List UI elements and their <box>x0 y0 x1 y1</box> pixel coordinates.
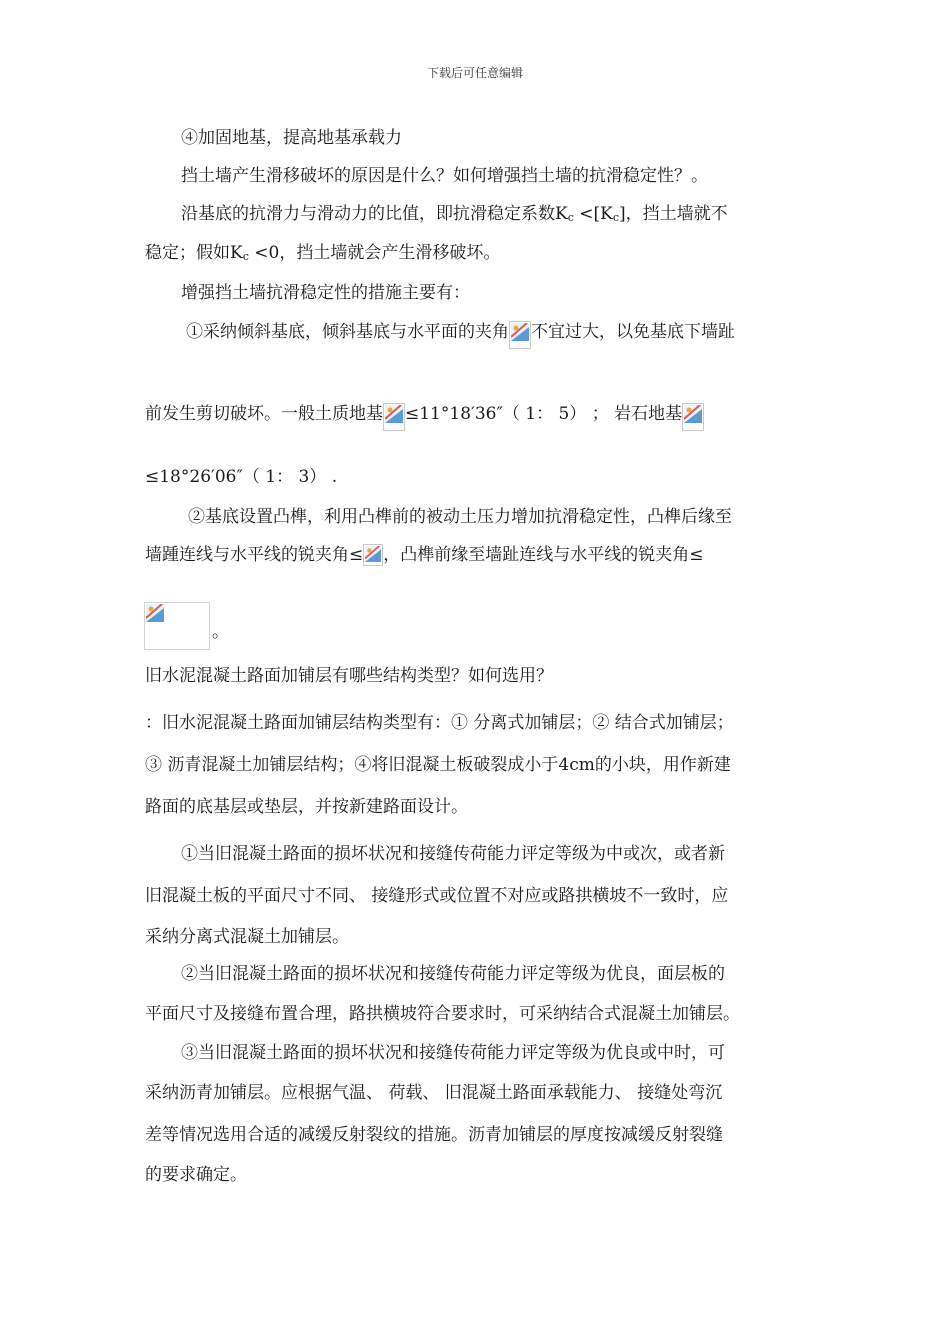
question-line: 挡土墙产生滑移破坏的原因是什么？如何增强挡土墙的抗滑稳定性？。 <box>181 166 708 186</box>
broken-image-icon <box>144 602 210 650</box>
text-line: 旧混凝土板的平面尺寸不同、 接缝形式或位置不对应或路拱横坡不一致时，应 <box>145 886 729 906</box>
text-line: 沿基底的抗滑力与滑动力的比值，即抗滑稳定系数Kc <[Kc]，挡土墙就不 <box>181 204 728 224</box>
text-line: 差等情况选用合适的减缓反射裂纹的措施。沥青加铺层的厚度按减缓反射裂缝 <box>145 1125 723 1145</box>
text-line: ③ 沥青混凝土加铺层结构；④将旧混凝土板破裂成小于4cm的小块，用作新建 <box>145 755 731 775</box>
text-line: 采纳沥青加铺层。应根据气温、 荷载、 旧混凝土路面承载能力、 接缝处弯沉 <box>145 1083 723 1103</box>
question-line: 旧水泥混凝土路面加铺层有哪些结构类型？如何选用？ <box>145 666 553 686</box>
broken-image-icon <box>509 321 531 349</box>
text-line: 前发生剪切破坏。一般土质地基 ≤11°18′36″（ 1： 5） ； 岩石地基 <box>145 402 704 431</box>
text-line: ②基底设置凸榫，利用凸榫前的被动土压力增加抗滑稳定性，凸榫后缘至 <box>188 507 732 527</box>
broken-image-icon <box>682 403 704 431</box>
text-line: 采纳分离式混凝土加铺层。 <box>145 927 349 947</box>
text-line: ①当旧混凝土路面的损坏状况和接缝传荷能力评定等级为中或次，或者新 <box>181 844 725 864</box>
text-line: 的要求确定。 <box>145 1165 247 1185</box>
text-line: 平面尺寸及接缝布置合理，路拱横坡符合要求时，可采纳结合式混凝土加铺层。 <box>145 1004 740 1024</box>
page-header: 下载后可任意编辑 <box>426 66 523 80</box>
text-line: ①采纳倾斜基底，倾斜基底与水平面的夹角 不宜过大，以免基底下墙趾 <box>186 320 735 349</box>
text-line: 路面的底基层或垫层，并按新建路面设计。 <box>145 797 468 817</box>
text-line: 墙踵连线与水平线的锐夹角≤ ，凸榫前缘至墙趾连线与水平线的锐夹角≤ <box>145 545 704 565</box>
broken-image-icon <box>383 403 405 431</box>
text-line: 。 <box>212 622 229 642</box>
text-line: ③当旧混凝土路面的损坏状况和接缝传荷能力评定等级为优良或中时，可 <box>181 1043 725 1063</box>
text-line: ④加固地基，提高地基承载力 <box>181 128 402 148</box>
text-line: ≤18°26′06″（ 1： 3） . <box>145 467 338 487</box>
broken-image-icon <box>363 544 383 566</box>
text-line: ②当旧混凝土路面的损坏状况和接缝传荷能力评定等级为优良，面层板的 <box>181 964 725 984</box>
text-line: 稳定；假如Kc <0，挡土墙就会产生滑移破坏。 <box>145 243 501 263</box>
text-line: 增强挡土墙抗滑稳定性的措施主要有： <box>181 283 470 303</box>
text-line: ：旧水泥混凝土路面加铺层结构类型有：① 分离式加铺层；② 结合式加铺层； <box>145 713 734 733</box>
